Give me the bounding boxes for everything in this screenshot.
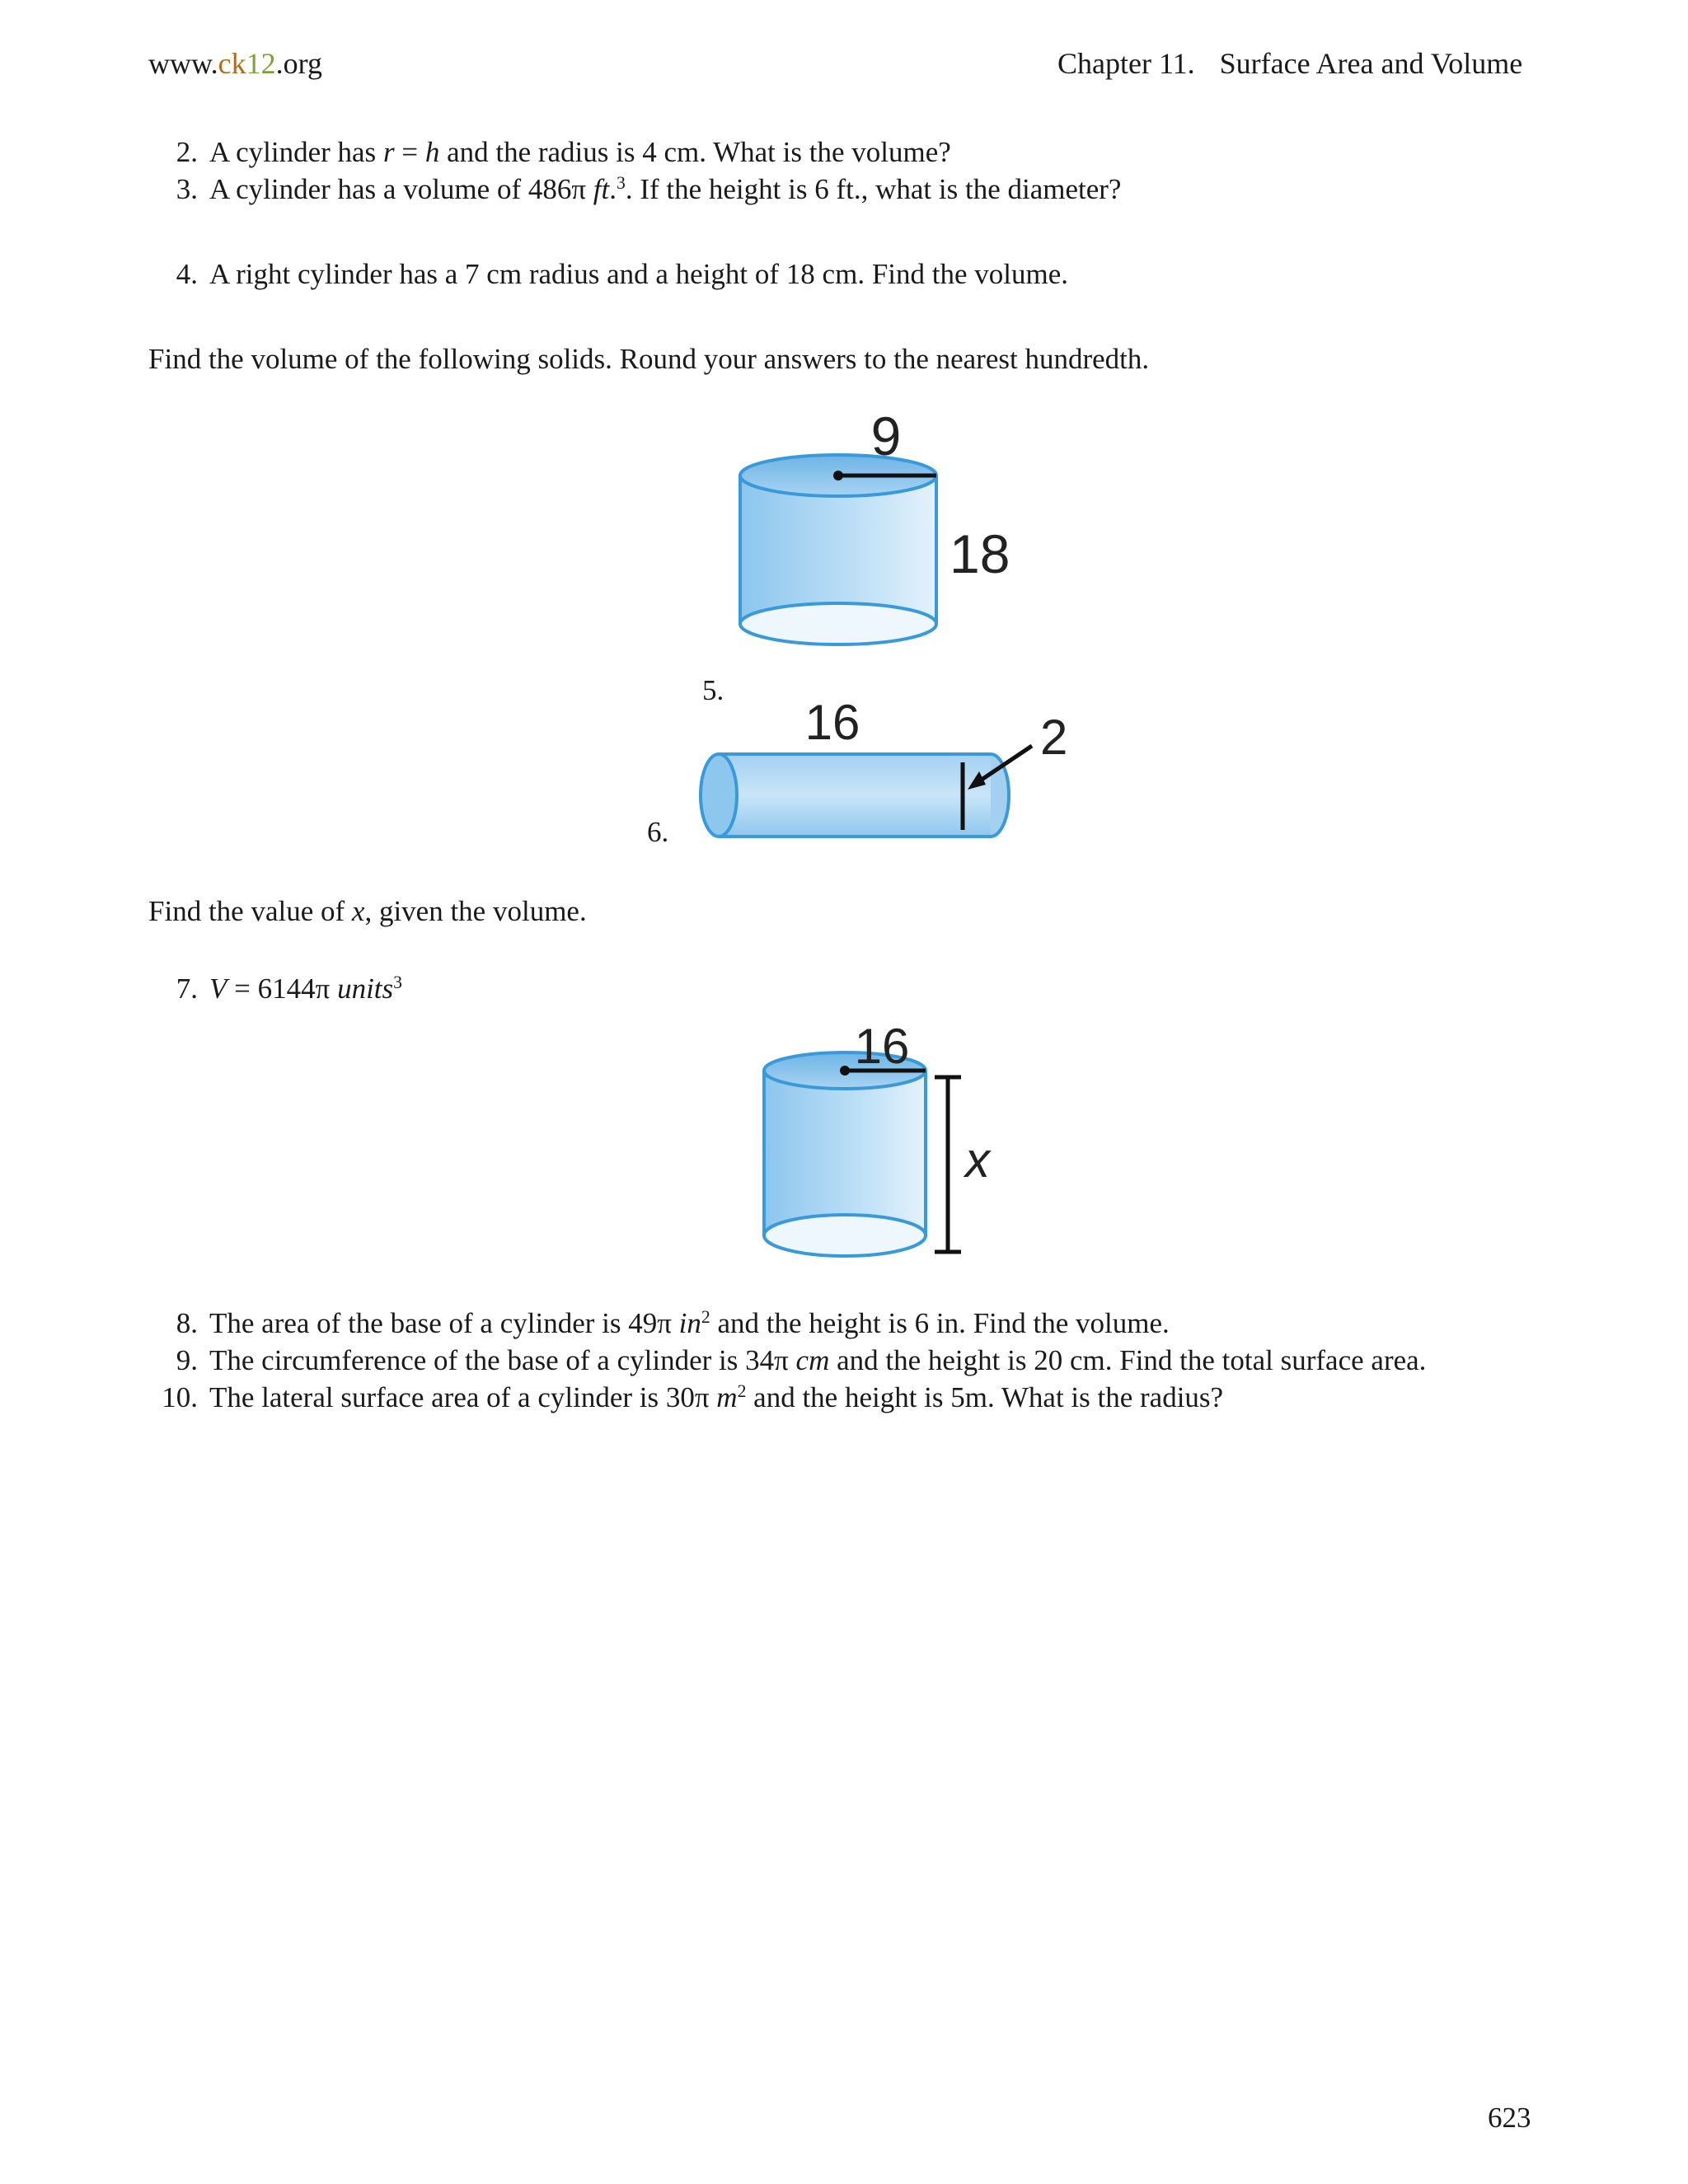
problem-3: 3. A cylinder has a volume of 486π ft.$^3$. If the height is 6 ft., what is the diameter? [176,173,1122,205]
figure-7-cylinder [754,1018,1018,1273]
diameter-label: 2 [1040,710,1068,765]
figure-5-label: 5. [702,674,724,706]
height-label: 18 [950,523,1010,584]
problem-7: 7. V = 6144π units$^3$ [176,972,402,1005]
cylinder-bottom [764,1215,926,1256]
problem-10: 10. The lateral surface area of a cylinder is 30π $m^2$ and the height is 5m. What is the radius? [162,1381,1224,1413]
length-label: 16 [804,696,860,750]
problem-8: 8. The area of the base of a cylinder is 49π $in^2$ and the height is 6 in. Find the volume. [176,1307,1170,1339]
instruction-find-x: Find the value of x, given the volume. [148,895,587,927]
figure-5-cylinder [725,408,1039,663]
figure-6-label: 6. [647,816,669,848]
radius-label: 9 [870,408,902,466]
problem-9: 9. The circumference of the base of a cylinder is 34π cm and the height is 20 cm. Find the total surface area. [176,1344,1427,1376]
problem-4: 4. A right cylinder has a 7 cm radius and a height of 18 cm. Find the volume. [176,258,1069,290]
cylinder-bottom [740,603,936,644]
radius-label: 16 [854,1019,910,1074]
site-url[interactable]: www.ck12.org [148,47,322,80]
height-label: x [965,1132,990,1188]
chapter-header: Chapter 11. Surface Area and Volume [1057,47,1523,80]
instruction-volume: Find the volume of the following solids. Round your answers to the nearest hundredth. [148,343,1150,375]
figure-6-cylinder [676,696,1088,845]
page-number: 623 [1488,2102,1531,2134]
problem-2: 2. A cylinder has r = h and the radius is 4 cm. What is the volume? [176,136,951,168]
cylinder-left-face [701,754,737,837]
